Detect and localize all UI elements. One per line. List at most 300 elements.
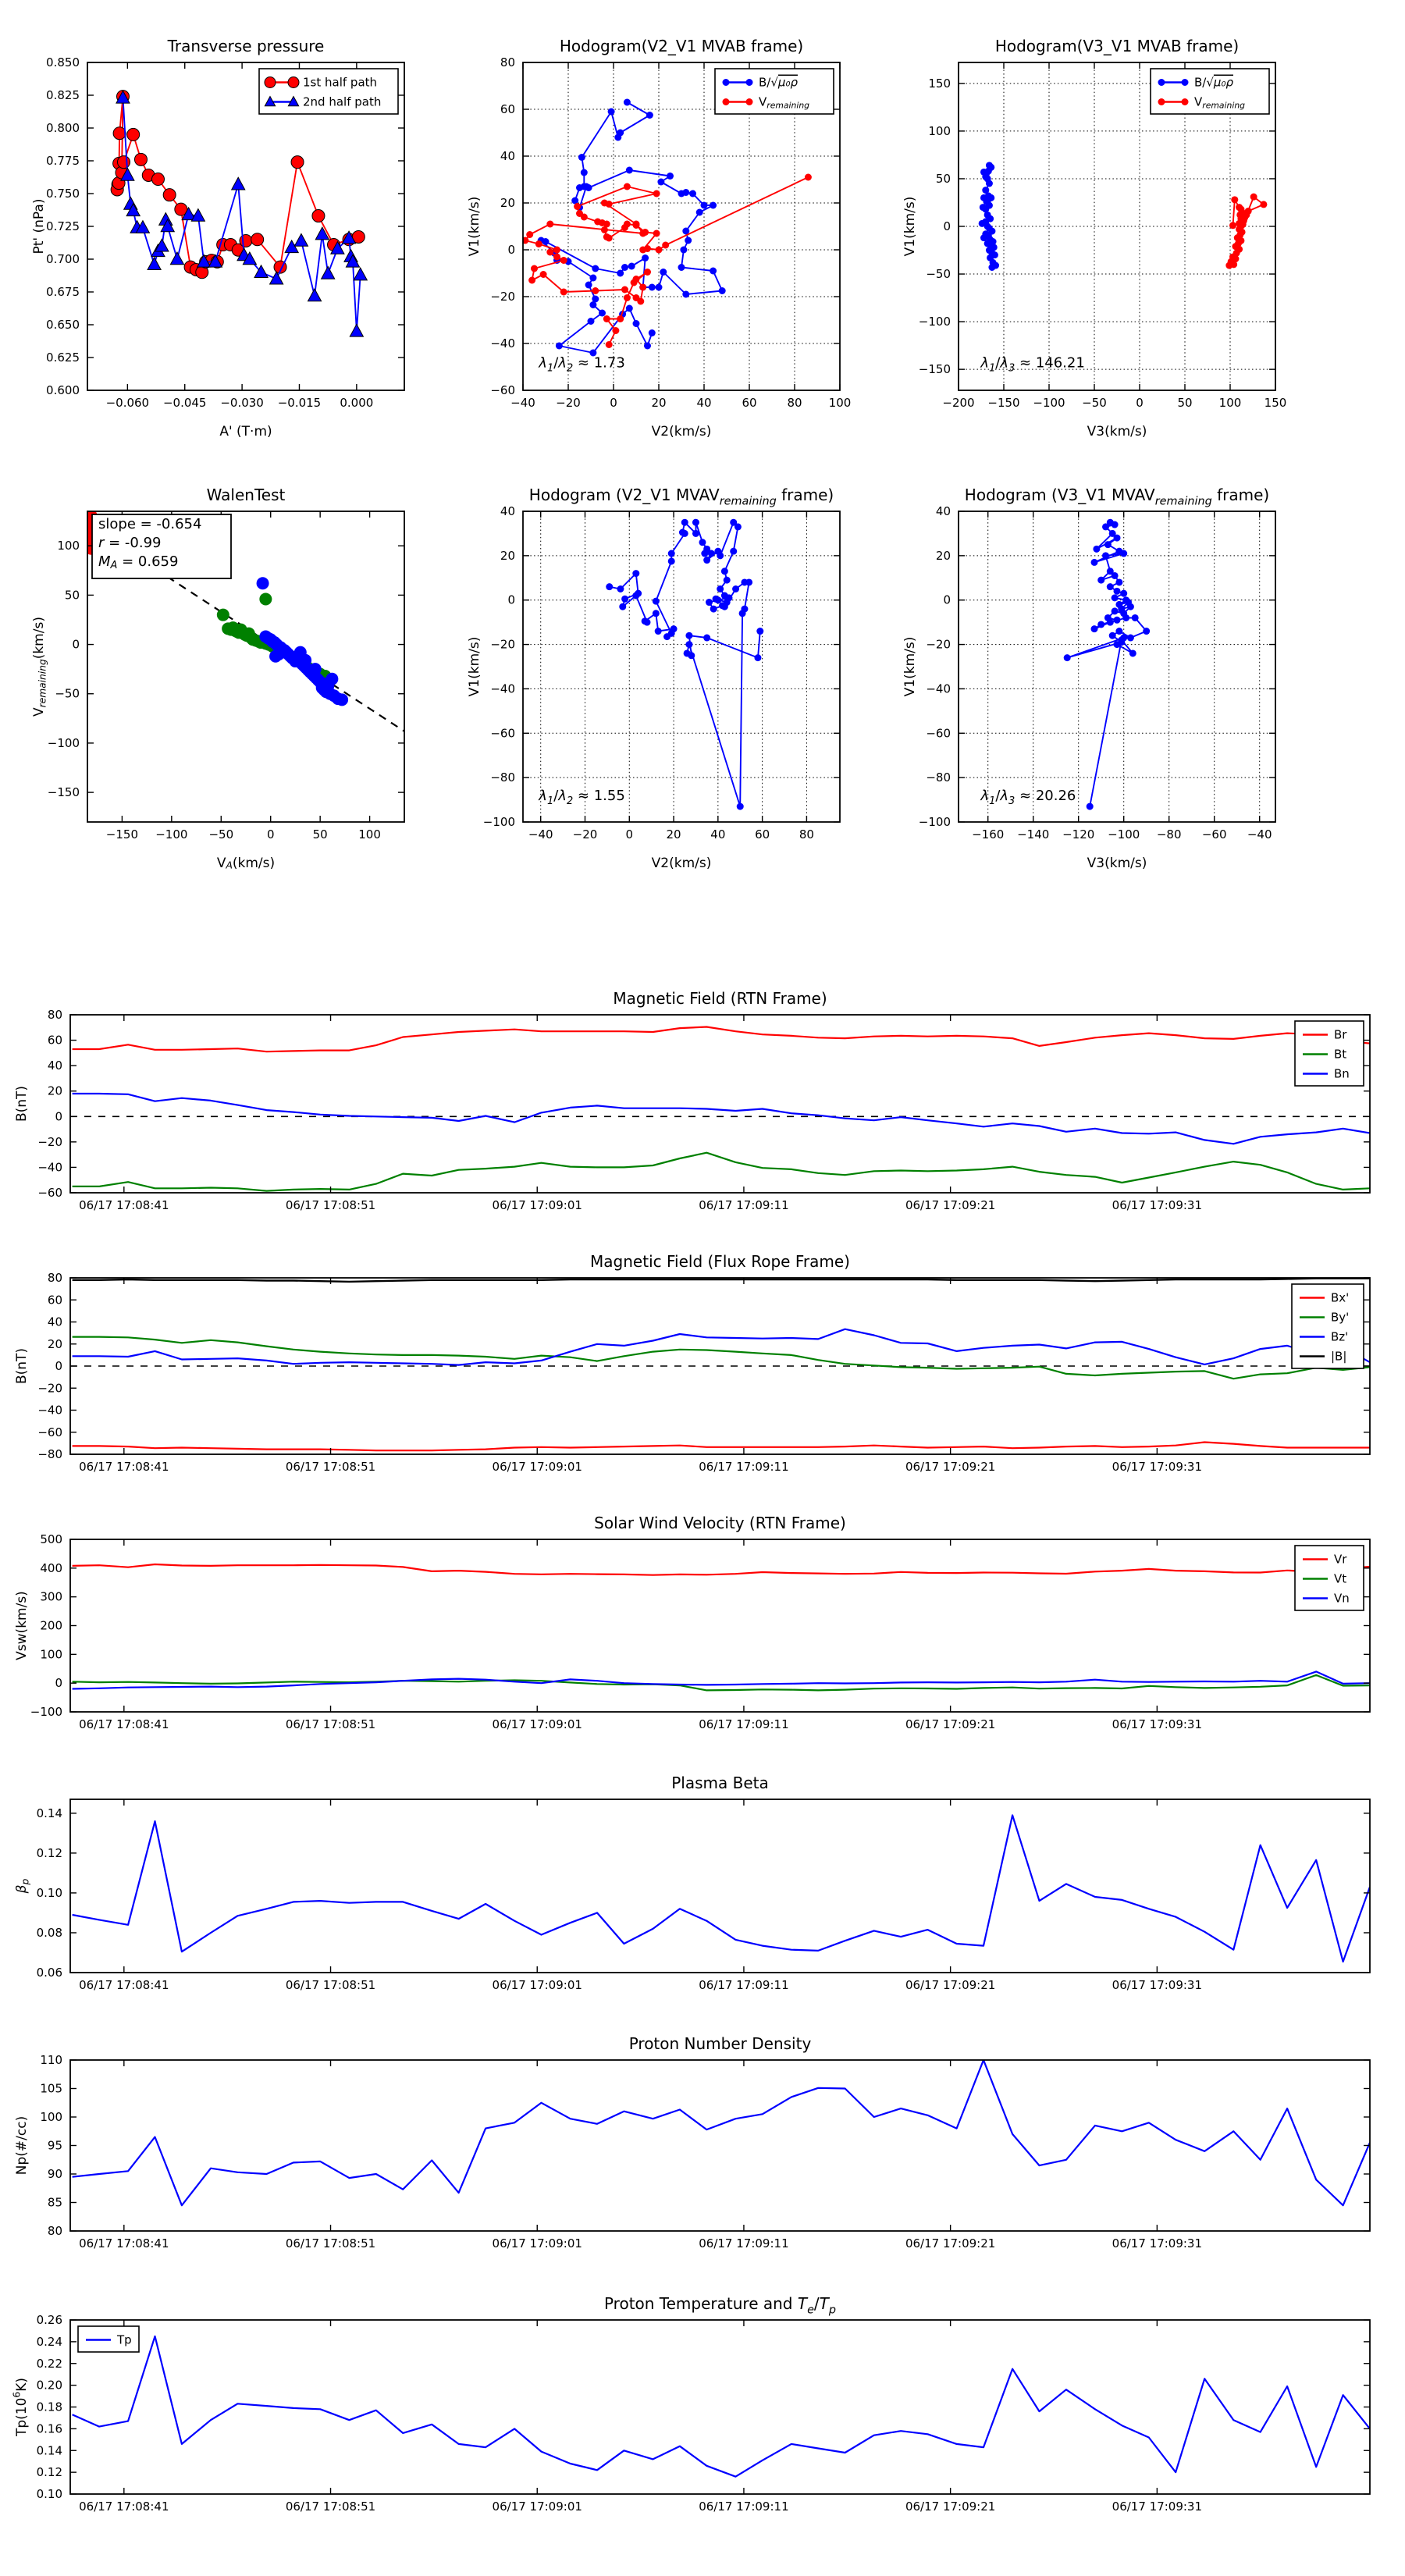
legend <box>715 69 834 114</box>
x-tick-label: 80 <box>787 396 802 411</box>
chart-c6 <box>902 486 1275 871</box>
marker-dot <box>717 585 724 592</box>
y-tick-label: 100 <box>40 1647 62 1662</box>
x-tick-label: 06/17 17:09:21 <box>905 2500 996 2514</box>
x-axis-label: V2(km/s) <box>651 856 712 871</box>
marker-dot <box>1112 521 1119 528</box>
y-tick-label: 0.12 <box>36 2465 62 2480</box>
chart-c3 <box>902 37 1286 439</box>
marker-dot <box>639 230 646 237</box>
y-tick-label: −20 <box>926 637 951 652</box>
x-tick-label: 100 <box>358 827 381 842</box>
marker-dot <box>646 112 653 119</box>
marker-circle <box>117 156 130 169</box>
marker-dot <box>1114 617 1121 624</box>
marker-circle <box>312 210 325 222</box>
x-tick-label: −100 <box>1033 396 1065 411</box>
x-tick-label: 06/17 17:09:01 <box>492 2236 582 2251</box>
y-tick-label: 80 <box>47 1271 62 1285</box>
chart-title: Hodogram(V3_V1 MVAB frame) <box>994 37 1240 55</box>
legend-label: Br <box>1334 1027 1347 1042</box>
marker-dot <box>1112 594 1119 601</box>
marker-dot <box>1231 196 1238 203</box>
marker-dot <box>1127 603 1134 610</box>
x-tick-label: −160 <box>972 827 1005 842</box>
x-tick-label: 06/17 17:09:01 <box>492 1460 582 1475</box>
y-tick-label: 80 <box>47 1008 62 1022</box>
marker-dot <box>619 603 626 610</box>
x-tick-label: −50 <box>1082 396 1107 411</box>
x-tick-label: −0.015 <box>277 396 322 411</box>
marker-dot <box>703 635 710 642</box>
marker-dot <box>1107 583 1114 590</box>
marker-dot <box>723 79 730 86</box>
y-tick-label: −60 <box>37 1425 62 1439</box>
x-tick-label: 06/17 17:08:41 <box>79 2236 169 2251</box>
x-axis-label: V3(km/s) <box>1087 424 1147 439</box>
stats-line: slope = -0.654 <box>98 515 202 532</box>
marker-dot <box>685 632 692 639</box>
y-axis-label: V1(km/s) <box>902 196 918 257</box>
marker-dot <box>1122 614 1129 621</box>
marker-dot <box>721 568 728 575</box>
marker-dot <box>668 557 675 564</box>
chart-title: Proton Number Density <box>628 2034 812 2053</box>
y-tick-label: 40 <box>47 1059 62 1073</box>
x-tick-label: −40 <box>1247 827 1272 842</box>
marker-dot <box>735 523 742 530</box>
y-tick-label: 0.08 <box>36 1925 62 1940</box>
x-tick-label: −0.030 <box>220 396 264 411</box>
marker-dot <box>732 585 739 592</box>
marker-dot <box>657 179 664 186</box>
marker-dot <box>678 264 685 271</box>
marker-dot <box>1260 201 1267 208</box>
marker-triangle <box>270 272 283 284</box>
legend-label: Bx' <box>1331 1290 1350 1305</box>
marker-dot <box>746 98 753 105</box>
chart-ts3 <box>14 1514 1370 1731</box>
x-tick-label: 50 <box>312 827 328 842</box>
x-tick-label: 06/17 17:09:11 <box>699 1460 789 1475</box>
x-tick-label: 06/17 17:09:11 <box>699 1978 789 1993</box>
marker-circle <box>113 127 126 140</box>
legend-label: $V_{remaining}$ <box>1194 94 1246 111</box>
series-line-Bx' <box>73 1443 1370 1451</box>
series-line-Bt <box>73 1153 1370 1191</box>
marker-dot <box>1102 552 1109 559</box>
marker-dot <box>689 190 696 197</box>
marker-dot <box>1087 803 1094 810</box>
y-tick-label: 60 <box>47 1293 62 1308</box>
chart-title: Plasma Beta <box>671 1774 769 1792</box>
y-axis-label: B(nT) <box>14 1085 30 1123</box>
marker-dot <box>644 343 651 350</box>
marker-dot <box>685 237 692 244</box>
y-tick-label: 0.22 <box>36 2356 62 2371</box>
y-tick-label: 0.10 <box>36 1885 62 1900</box>
x-tick-label: 06/17 17:09:31 <box>1112 1717 1203 1732</box>
x-tick-label: 20 <box>666 827 681 842</box>
marker-dot <box>1114 588 1121 595</box>
y-tick-label: 0.12 <box>36 1845 62 1860</box>
legend <box>1151 69 1269 114</box>
marker-dot <box>660 269 667 276</box>
series-line-Br <box>73 1027 1370 1052</box>
x-tick-label: 06/17 17:08:51 <box>285 1460 376 1475</box>
marker-dot <box>592 265 599 272</box>
marker-dot <box>325 673 338 685</box>
marker-dot <box>217 609 229 621</box>
marker-dot <box>617 315 624 322</box>
x-tick-label: −60 <box>1201 827 1227 842</box>
marker-dot <box>633 221 640 228</box>
marker-dot <box>662 242 669 249</box>
marker-dot <box>621 224 628 231</box>
y-tick-label: 85 <box>47 2195 62 2210</box>
x-tick-label: 150 <box>1264 396 1287 411</box>
marker-dot <box>594 219 601 226</box>
marker-dot <box>553 254 560 261</box>
x-tick-label: 20 <box>651 396 667 411</box>
marker-dot <box>1245 208 1252 215</box>
marker-dot <box>1091 559 1098 566</box>
marker-dot <box>617 585 624 592</box>
x-tick-label: 06/17 17:08:41 <box>79 1198 169 1213</box>
y-tick-label: −20 <box>490 290 515 304</box>
axes-box <box>70 2060 1370 2231</box>
marker-dot <box>653 610 660 617</box>
marker-dot <box>601 200 608 207</box>
x-tick-label: 0 <box>266 827 275 842</box>
marker-dot <box>1158 79 1165 86</box>
y-tick-label: 0.675 <box>46 285 80 299</box>
x-tick-label: −100 <box>155 827 188 842</box>
marker-dot <box>642 617 649 624</box>
x-tick-label: 50 <box>1177 396 1193 411</box>
x-tick-label: 06/17 17:08:41 <box>79 1978 169 1993</box>
marker-dot <box>692 530 699 537</box>
marker-triangle <box>322 266 335 279</box>
marker-dot <box>639 247 646 254</box>
marker-dot <box>585 184 592 191</box>
x-tick-label: 06/17 17:09:11 <box>699 2236 789 2251</box>
legend-label: 1st half path <box>303 75 378 90</box>
series-group <box>73 1027 1370 1191</box>
marker-dot <box>730 548 737 555</box>
marker-dot <box>624 99 631 106</box>
series-line-B hodogram <box>1067 522 1147 806</box>
marker-dot <box>708 550 715 557</box>
marker-triangle <box>350 324 363 336</box>
series-group <box>979 162 1268 271</box>
y-tick-label: −150 <box>47 785 80 800</box>
marker-dot <box>624 294 631 301</box>
y-tick-label: 0.18 <box>36 2400 62 2414</box>
y-tick-label: −40 <box>37 1403 62 1418</box>
chart-ts6 <box>12 2294 1370 2514</box>
marker-dot <box>667 173 674 180</box>
marker-dot <box>1158 98 1165 105</box>
series-group <box>73 1564 1370 1690</box>
y-tick-label: −40 <box>490 336 515 350</box>
y-tick-label: 95 <box>47 2138 62 2153</box>
marker-dot <box>588 318 595 325</box>
x-axis-label: A' (T·m) <box>219 424 272 439</box>
y-tick-label: 0 <box>507 592 515 607</box>
x-tick-label: 100 <box>828 396 852 411</box>
legend-label: Bt <box>1334 1047 1347 1062</box>
y-tick-label: 0.775 <box>46 154 80 168</box>
x-tick-label: 06/17 17:08:51 <box>285 1978 376 1993</box>
y-tick-label: 20 <box>500 196 515 210</box>
marker-dot <box>703 557 710 564</box>
marker-dot <box>653 598 660 605</box>
marker-dot <box>1093 546 1100 553</box>
chart-title: Magnetic Field (Flux Rope Frame) <box>590 1252 850 1271</box>
marker-dot <box>1115 578 1122 585</box>
y-tick-label: −40 <box>37 1160 62 1175</box>
marker-dot <box>1132 614 1139 621</box>
y-axis-label: Np(#/cc) <box>14 2115 30 2176</box>
chart-title: Proton Temperature and $T_e/T_p$ <box>603 2294 837 2317</box>
marker-dot <box>560 289 567 296</box>
marker-dot <box>585 282 592 289</box>
marker-dot <box>1097 577 1104 584</box>
marker-dot <box>713 596 720 603</box>
marker-dot <box>1102 523 1109 530</box>
marker-circle <box>291 156 304 169</box>
marker-circle <box>251 233 264 246</box>
y-tick-label: −60 <box>490 726 515 741</box>
marker-dot <box>526 231 533 238</box>
marker-dot <box>621 286 628 294</box>
x-tick-label: 06/17 17:08:41 <box>79 1460 169 1475</box>
y-tick-label: 0 <box>507 243 515 257</box>
marker-dot <box>574 203 581 210</box>
y-tick-label: 40 <box>47 1315 62 1329</box>
marker-dot <box>546 249 553 256</box>
marker-dot <box>1120 550 1127 557</box>
marker-dot <box>599 310 606 317</box>
series-group <box>73 1279 1370 1450</box>
y-tick-label: 0.16 <box>36 2421 62 2436</box>
y-tick-label: 0.725 <box>46 219 80 233</box>
marker-triangle <box>308 289 321 301</box>
series-group <box>521 99 812 357</box>
marker-dot <box>644 269 651 276</box>
marker-dot <box>1115 628 1122 635</box>
y-tick-label: −60 <box>490 383 515 397</box>
marker-dot <box>701 202 708 209</box>
x-tick-label: −40 <box>510 396 535 411</box>
y-tick-label: 40 <box>500 504 515 518</box>
marker-dot <box>603 233 610 240</box>
y-tick-label: 400 <box>40 1560 62 1575</box>
marker-dot <box>655 628 662 635</box>
chart-title: Hodogram(V2_V1 MVAB frame) <box>559 37 804 55</box>
marker-dot <box>745 578 752 585</box>
x-tick-label: −100 <box>1108 827 1140 842</box>
marker-dot <box>1129 649 1136 656</box>
marker-dot <box>696 209 703 216</box>
marker-dot <box>653 190 660 197</box>
y-axis-label: V1(km/s) <box>902 636 918 697</box>
marker-dot <box>637 298 644 305</box>
chart-c4 <box>31 486 404 871</box>
marker-dot <box>682 291 689 298</box>
marker-dot <box>633 320 640 327</box>
legend <box>1292 1284 1364 1368</box>
marker-dot <box>1107 619 1114 626</box>
y-tick-label: 90 <box>47 2167 62 2181</box>
x-tick-label: 40 <box>710 827 726 842</box>
y-tick-label: 20 <box>47 1336 62 1351</box>
marker-dot <box>612 327 619 334</box>
y-tick-label: 100 <box>40 2110 62 2124</box>
marker-dot <box>581 169 588 176</box>
marker-dot <box>668 550 675 557</box>
marker-dot <box>1104 541 1112 548</box>
y-tick-label: 0.24 <box>36 2334 62 2349</box>
legend-label: Bn <box>1334 1066 1350 1081</box>
series-group <box>73 1815 1370 1962</box>
marker-dot <box>606 341 613 348</box>
y-tick-label: −40 <box>926 681 951 696</box>
marker-dot <box>624 183 631 190</box>
x-tick-label: 0.000 <box>340 396 374 411</box>
x-tick-label: 06/17 17:08:51 <box>285 1198 376 1213</box>
y-tick-label: −80 <box>926 770 951 785</box>
x-tick-label: −200 <box>942 396 975 411</box>
x-tick-label: 06/17 17:08:51 <box>285 2500 376 2514</box>
x-tick-label: 06/17 17:09:31 <box>1112 1460 1203 1475</box>
y-tick-label: −40 <box>490 681 515 696</box>
x-tick-label: 06/17 17:08:51 <box>285 1717 376 1732</box>
marker-dot <box>592 287 599 294</box>
y-tick-label: 0.650 <box>46 318 80 332</box>
y-tick-label: −20 <box>37 1134 62 1149</box>
y-tick-label: −100 <box>47 735 80 750</box>
x-tick-label: 06/17 17:09:11 <box>699 2500 789 2514</box>
x-tick-label: −50 <box>208 827 234 842</box>
marker-dot <box>1182 79 1189 86</box>
marker-dot <box>1114 535 1121 542</box>
marker-dot <box>1229 222 1236 229</box>
marker-dot <box>649 284 656 291</box>
chart-ts2 <box>14 1252 1370 1474</box>
chart-title: Solar Wind Velocity (RTN Frame) <box>594 1514 846 1532</box>
x-tick-label: 06/17 17:09:31 <box>1112 2500 1203 2514</box>
y-tick-label: 0.20 <box>36 2378 62 2393</box>
legend-label: 2nd half path <box>303 94 382 109</box>
marker-dot <box>717 552 724 559</box>
marker-dot <box>668 630 675 637</box>
y-axis-label: $\beta_p$ <box>14 1878 31 1894</box>
series-line-Bn <box>73 1094 1370 1144</box>
x-tick-label: 06/17 17:09:21 <box>905 1460 996 1475</box>
stats-line: r = -0.99 <box>98 534 162 551</box>
y-tick-label: −100 <box>30 1705 62 1719</box>
y-tick-label: −80 <box>490 770 515 785</box>
y-tick-label: 0.14 <box>36 1806 62 1820</box>
marker-dot <box>988 264 995 271</box>
marker-dot <box>1109 632 1116 639</box>
y-tick-label: 50 <box>935 171 951 186</box>
marker-dot <box>621 264 628 271</box>
series-group <box>111 91 367 336</box>
x-tick-label: 06/17 17:09:31 <box>1112 1198 1203 1213</box>
marker-dot <box>681 519 688 526</box>
x-tick-label: 06/17 17:09:31 <box>1112 2236 1203 2251</box>
y-tick-label: 0.750 <box>46 187 80 201</box>
marker-dot <box>608 109 615 116</box>
x-tick-label: 06/17 17:09:11 <box>699 1198 789 1213</box>
series-line-beta p <box>73 1815 1370 1962</box>
x-tick-label: −140 <box>1017 827 1050 842</box>
x-tick-label: −0.060 <box>105 396 150 411</box>
stats-line: $M_A = 0.659$ <box>98 553 179 571</box>
x-tick-label: −150 <box>105 827 139 842</box>
x-tick-label: −150 <box>987 396 1020 411</box>
marker-dot <box>621 596 628 603</box>
annotation: $\lambda_1/\lambda_3 \approx 20.26$ <box>980 788 1076 807</box>
axes-box <box>70 1015 1370 1193</box>
y-tick-label: 0 <box>55 1359 62 1373</box>
y-tick-label: 20 <box>935 548 951 563</box>
x-tick-label: −80 <box>1156 827 1182 842</box>
chart-title: Hodogram (V3_V1 $MVAV_{remaining}$ frame) <box>964 486 1270 508</box>
marker-triangle <box>294 233 308 246</box>
y-tick-label: 0 <box>943 592 951 607</box>
chart-title: Hodogram (V2_V1 $MVAV_{remaining}$ frame) <box>528 486 834 508</box>
y-tick-label: 0.700 <box>46 252 80 266</box>
legend <box>78 2326 139 2352</box>
axes-box <box>70 2320 1370 2494</box>
legend-label: Vr <box>1334 1552 1347 1567</box>
chart-ts1 <box>14 989 1370 1212</box>
marker-dot <box>1091 625 1098 632</box>
x-tick-label: 06/17 17:09:21 <box>905 1978 996 1993</box>
marker-dot <box>679 529 686 536</box>
marker-dot <box>617 270 624 277</box>
legend-label: |B| <box>1331 1349 1347 1364</box>
marker-dot <box>746 79 753 86</box>
marker-dot <box>540 271 547 278</box>
marker-dot <box>980 204 987 211</box>
marker-dot <box>626 167 633 174</box>
axes-box <box>70 1799 1370 1973</box>
series-line-B hodogram <box>610 522 760 806</box>
chart-c2 <box>467 37 851 439</box>
x-tick-label: 06/17 17:09:11 <box>699 1717 789 1732</box>
y-tick-label: 110 <box>40 2053 62 2067</box>
chart-title: WalenTest <box>206 486 286 504</box>
marker-dot <box>986 180 993 187</box>
marker-dot <box>1225 262 1232 269</box>
marker-dot <box>1064 654 1071 661</box>
x-tick-label: 0 <box>610 396 617 411</box>
marker-dot <box>553 247 560 254</box>
y-tick-label: −100 <box>482 815 515 829</box>
chart-title: Transverse pressure <box>167 37 325 55</box>
marker-dot <box>632 592 639 600</box>
marker-dot <box>1250 194 1257 201</box>
x-tick-label: −20 <box>556 396 581 411</box>
y-tick-label: 105 <box>40 2081 62 2096</box>
marker-dot <box>535 240 542 247</box>
y-tick-label: 80 <box>47 2224 62 2238</box>
